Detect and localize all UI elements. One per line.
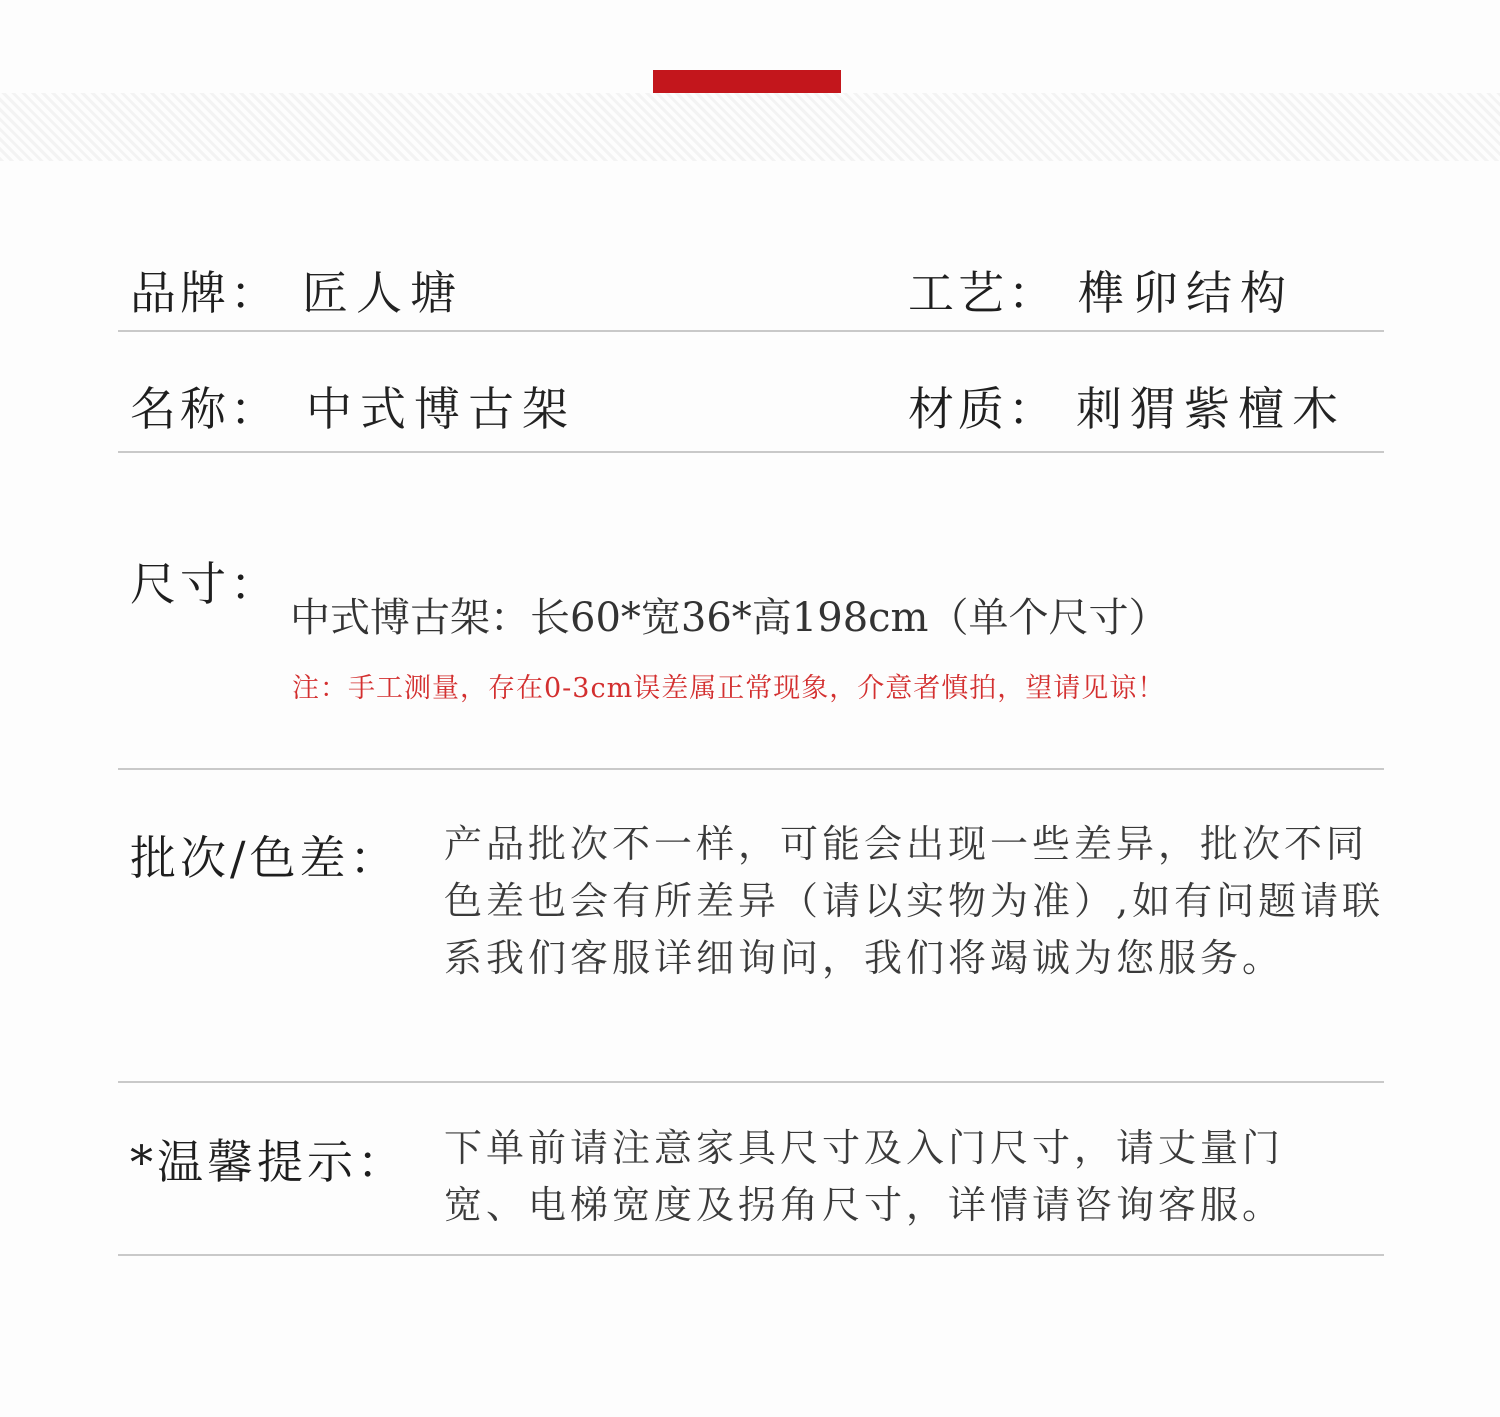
divider bbox=[118, 768, 1384, 770]
divider bbox=[118, 330, 1384, 332]
batch-text: 产品批次不一样，可能会出现一些差异，批次不同色差也会有所差异（请以实物为准）,如有问题请联系我们客服详细询问，我们将竭诚为您服务。 bbox=[444, 822, 1385, 980]
size-value: 中式博古架：长60*宽36*高198cm（单个尺寸） bbox=[290, 595, 1169, 641]
header-stripe-band bbox=[0, 93, 1500, 161]
tips-text: 下单前请注意家具尺寸及入门尺寸，请丈量门宽、电梯宽度及拐角尺寸，详情请咨询客服。 bbox=[444, 1126, 1285, 1227]
material-label: 材质： bbox=[908, 382, 1058, 436]
brand-label: 品牌： bbox=[130, 266, 280, 320]
tips-label: *温馨提示： bbox=[130, 1135, 407, 1189]
divider bbox=[118, 451, 1384, 453]
divider bbox=[118, 1081, 1384, 1083]
craft-label: 工艺： bbox=[908, 266, 1058, 320]
size-note: 注：手工测量，存在0-3cm误差属正常现象，介意者慎拍，望请见谅！ bbox=[292, 673, 1166, 704]
name-label: 名称： bbox=[130, 382, 280, 436]
header-accent-bar bbox=[653, 70, 841, 93]
size-label: 尺寸： bbox=[130, 557, 280, 611]
name-value: 中式博古架 bbox=[306, 382, 576, 436]
divider bbox=[118, 1254, 1384, 1256]
batch-label: 批次/色差： bbox=[130, 831, 400, 885]
craft-value: 榫卯结构 bbox=[1078, 266, 1294, 320]
material-value: 刺猬紫檀木 bbox=[1076, 382, 1346, 436]
brand-value: 匠人塘 bbox=[302, 266, 464, 320]
